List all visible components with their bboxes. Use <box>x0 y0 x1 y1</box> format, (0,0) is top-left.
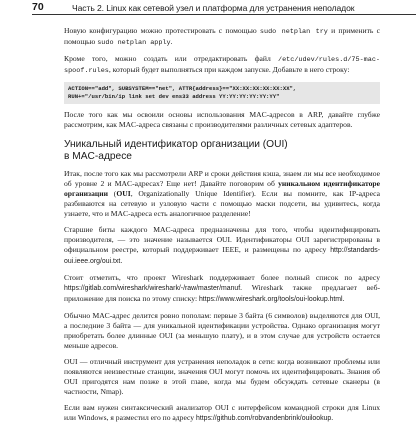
bold-term: уникальном идентификаторе организации <box>64 179 381 198</box>
text-run: Старшие биты каждого MAC-адреса предназначены для того, чтобы идентифицировать производителя, — это значение называется OUI. Идентификаторы OUI зарегистрированы в официальном реестре, который поддерживает IEEE, и размещены по адресу <box>64 225 380 254</box>
github-ouilookup-link[interactable]: https://github.com/robvandenbrink/ouilookup <box>195 415 332 422</box>
page-number: 70 <box>32 1 44 13</box>
paragraph-udev <box>64 54 380 76</box>
text-run: . <box>342 294 345 303</box>
inline-code: sudo netplan apply <box>97 39 171 47</box>
paragraph-oui-parser <box>64 403 380 424</box>
text-run: Новую конфигурацию можно протестировать с помощью <box>64 26 260 35</box>
text-run: , который будет выполняться при каждом запуске. Добавьте в него строку: <box>108 65 350 74</box>
heading-line: Уникальный идентификатор организации (OUI) <box>64 139 288 150</box>
text-run: Кроме того, можно создать или отредактировать файл <box>64 54 279 63</box>
heading-line: в MAC-адресе <box>64 151 132 162</box>
bold-term: OUI <box>116 189 131 198</box>
code-line: RUN+="/usr/bin/ip link set dev ens33 address YY:YY:YY:YY:YY:YY" <box>68 93 280 100</box>
code-line: ACTION=="add", SUBSYSTEM=="net", ATTR{address}=="XX:XX:XX:XX:XX:XX", <box>68 85 297 92</box>
page-body <box>64 26 380 430</box>
paragraph-netplan <box>64 26 380 48</box>
paragraph-transition: После того как мы освоили основы использования MAC-адресов в ARP, давайте глубже рассмотрим, как MAC-адреса связаны с производителями различных сетевых адаптеров. <box>64 110 380 129</box>
running-header <box>32 2 416 15</box>
text-run: Итак, после того как мы рассмотрели ARP и сроки действия кэша, знаем ли мы все необходимое об уровне 2 и MAC-адресах? Еще нет! Давайте поговорим об <box>64 169 380 188</box>
text-run: . Wireshark также предлагает веб-приложение для поиска по этому списку: <box>64 283 380 303</box>
text-run: и применить с помощью <box>64 26 381 46</box>
text-run: ( <box>108 189 117 198</box>
paragraph-mac-split: Обычно MAC-адрес делится ровно пополам: первые 3 байта (6 символов) выделяются для OUI, а последние 3 байта — для уникальной идентификации устройства. Однако организация могут приобретать более длинные OUI (за меньшую плату), и в этом случае для устройств остается меньше адресов. <box>64 311 380 350</box>
code-block <box>64 82 380 104</box>
text-run: . <box>331 413 334 422</box>
inline-code: /etc/udev/rules.d/75-mac-spoof.rules <box>64 56 380 75</box>
paragraph-oui-intro <box>64 169 380 219</box>
wireshark-manuf-link[interactable]: https://gitlab.com/wireshark/wireshark/-/raw/master/manuf <box>64 285 241 292</box>
section-heading <box>64 139 380 163</box>
text-run: . <box>120 256 123 265</box>
text-run: . <box>170 37 173 46</box>
text-run: Стоит отметить, что проект Wireshark поддерживает более полный список по адресу <box>64 273 380 282</box>
running-title: Часть 2. Linux как сетевой узел и платформа для устранения неполадок <box>72 3 355 13</box>
ieee-url-link[interactable]: http://standards-oui.ieee.org/oui.txt <box>64 247 380 265</box>
wireshark-lookup-link[interactable]: https://www.wireshark.org/tools/oui-lookup.html <box>198 296 343 303</box>
text-run: Если вам нужен синтаксический анализатор OUI с интерфейсом командной строки для Linux или Windows, я разместил его по адресу <box>64 403 380 422</box>
inline-code: sudo netplan try <box>259 28 328 36</box>
paragraph-troubleshooting: OUI — отличный инструмент для устранения неполадок в сети: когда возникают проблемы или появляются неизвестные станции, значения OUI могут помочь их идентифицировать. Знания об OUI пригодятся нам позже в этой главе, когда мы будем обсуждать сетевые сканеры (в частности, Nmap). <box>64 357 380 396</box>
paragraph-wireshark <box>64 273 380 305</box>
text-run: , Organizationally Unique Identifier). Если вы помните, как IP-адреса разбиваются на сетевую и узловую части с помощью маски подсети, вы удивитесь, когда узнаете, что и MAC-адреса есть аналогичное разделение! <box>64 189 380 218</box>
paragraph-ieee-registry <box>64 225 380 267</box>
